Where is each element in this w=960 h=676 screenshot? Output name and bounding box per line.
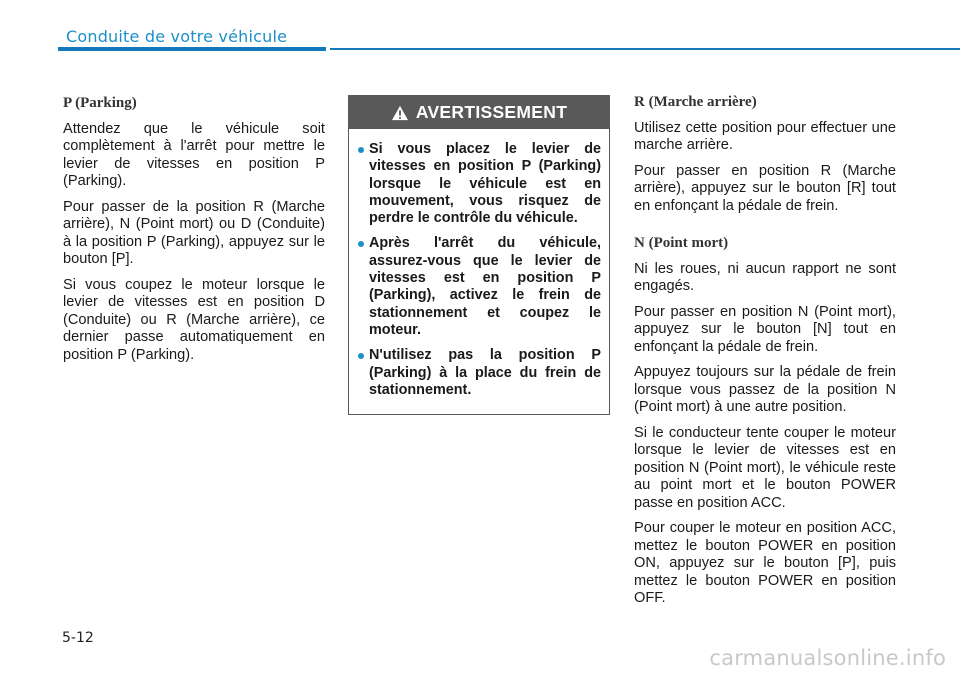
warning-list [349,129,609,399]
paragraph: Si vous coupez le moteur lorsque le levier de vitesses est en position D (Conduite) ou R (Marche arrière), ce dernier passe automatiquement en position P (Parking). [63,276,325,363]
header-rule-thin [330,48,960,50]
warning-item: Après l'arrêt du véhicule, assurez-vous que le levier de vitesses est en position P (Parking), activez le frein de stationnement et coupez le moteur. [369,235,601,338]
heading-p-parking: P (Parking) [63,95,137,111]
heading-n-neutral: N (Point mort) [634,235,729,251]
watermark: carmanualsonline.info [709,646,946,670]
warning-item: N'utilisez pas la position P (Parking) à la place du frein de stationnement. [369,347,601,398]
paragraph: Ni les roues, ni aucun rapport ne sont engagés. [634,260,896,294]
warning-box [348,95,610,415]
paragraph: Pour passer en position R (Marche arrière), appuyez sur le bouton [R] tout en enfonçant la pédale de frein. [634,162,896,214]
heading-r-reverse: R (Marche arrière) [634,94,757,110]
paragraph: Pour passer en position N (Point mort), appuyez sur le bouton [N] tout en enfonçant la pédale de frein. [634,303,896,355]
section-title: Conduite de votre véhicule [66,27,288,46]
left-column [63,95,325,372]
paragraph: Si le conducteur tente couper le moteur lorsque le levier de vitesses est en position N (Point mort), le véhicule reste au point mort et le bouton POWER passe en position ACC. [634,424,896,511]
warning-item: Si vous placez le levier de vitesses en position P (Parking) lorsque le véhicule est en mouvement, vous risquez de perdre le contrôle du véhicule. [369,141,601,227]
page-number: 5-12 [62,630,94,646]
warning-header [349,96,609,129]
warning-title: AVERTISSEMENT [415,102,568,122]
paragraph: Utilisez cette position pour effectuer une marche arrière. [634,119,896,153]
paragraph: Pour passer de la position R (Marche arrière), N (Point mort) ou D (Conduite) à la position P (Parking), appuyez sur le bouton [P]. [63,198,325,267]
paragraph: Attendez que le véhicule soit complètement à l'arrêt pour mettre le levier de vitesses en position P (Parking). [63,120,325,189]
warning-triangle-icon [391,105,409,121]
header-rule-thick [58,47,326,51]
paragraph: Pour couper le moteur en position ACC, mettez le bouton POWER en position ON, appuyez sur le bouton [P], puis mettez le bouton POWER en position OFF. [634,520,896,606]
right-column [634,94,896,616]
paragraph: Appuyez toujours sur la pédale de frein lorsque vous passez de la position N (Point mort) à une autre position. [634,364,896,415]
